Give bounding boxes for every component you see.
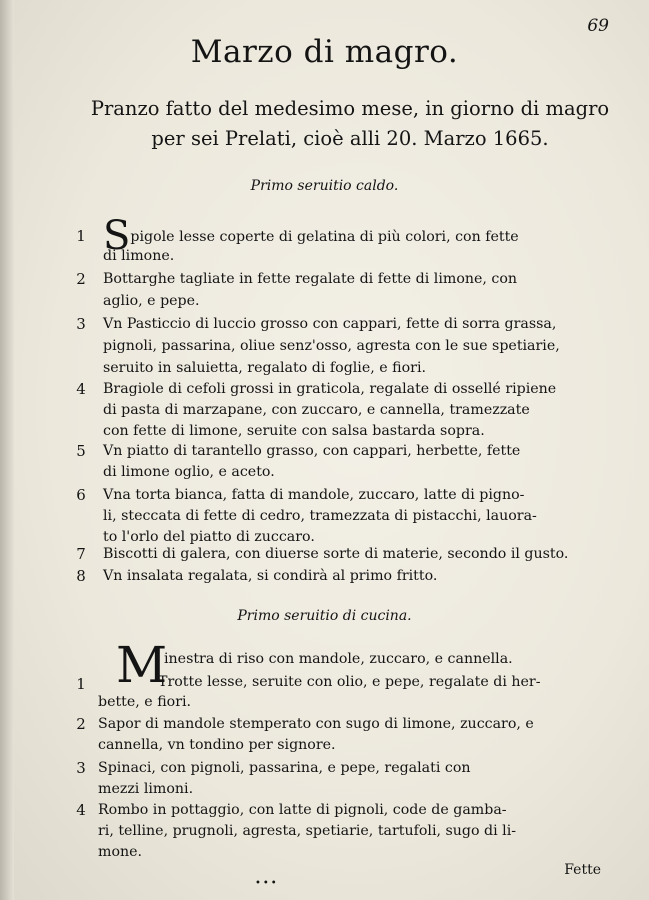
section-heading: Primo seruitio di cucina.	[237, 608, 412, 624]
item-line: cannella, vn tondino per signore.	[98, 737, 336, 753]
page-title: Marzo di magro.	[190, 34, 459, 70]
item-number: 4	[76, 380, 86, 398]
subtitle-line: Pranzo fatto del medesimo mese, in giorno di magro	[90, 97, 610, 120]
section-heading: Primo seruitio caldo.	[250, 178, 399, 194]
item-line: Trotte lesse, seruite con olio, e pepe, regalate di her-	[158, 674, 541, 690]
item-line: Vn insalata regalata, si condirà al primo fritto.	[103, 568, 438, 584]
item-number: 3	[76, 759, 86, 777]
page-subtitle	[60, 94, 640, 154]
item-number: 5	[76, 442, 86, 460]
item-line: bette, e fiori.	[98, 694, 192, 710]
item-line: Spinaci, con pignoli, passarina, e pepe, regalati con	[98, 760, 471, 776]
drop-cap: S	[103, 213, 131, 259]
item-number: 1	[76, 227, 86, 245]
item-number: 2	[76, 270, 86, 288]
item-line: Vn piatto di tarantello grasso, con cappari, herbette, fette	[103, 443, 521, 459]
footer-ornament: •••	[255, 878, 279, 889]
item-line: inestra di riso con mandole, zuccaro, e cannella.	[164, 651, 513, 667]
item-number: 7	[76, 545, 86, 563]
item-line: Biscotti di galera, con diuerse sorte di materie, secondo il gusto.	[103, 546, 569, 562]
item-line: di limone oglio, e aceto.	[103, 464, 275, 480]
item-line: mezzi limoni.	[98, 781, 194, 797]
item-line: pignoli, passarina, oliue senz'osso, agresta con le sue spetiarie,	[103, 338, 560, 354]
catchword: Fette	[564, 862, 601, 878]
item-line: Rombo in pottaggio, con latte di pignoli, code de gamba-	[98, 802, 507, 818]
item-line: Vn Pasticcio di luccio grosso con cappari, fette di sorra grassa,	[103, 316, 557, 332]
item-number: 6	[76, 486, 86, 504]
item-number: 3	[76, 315, 86, 333]
item-number: 1	[76, 675, 86, 693]
item-line: Spigole lesse coperte di gelatina di più colori, con fette	[103, 213, 519, 259]
item-line: ri, telline, prugnoli, agresta, spetiarie, tartufoli, sugo di li-	[98, 823, 517, 839]
item-line: to l'orlo del piatto di zuccaro.	[103, 529, 315, 545]
item-line: seruito in saluietta, regalato di foglie, e fiori.	[103, 360, 427, 376]
item-line: Bottarghe tagliate in fette regalate di fette di limone, con	[103, 271, 518, 287]
item-line: Bragiole di cefoli grossi in graticola, regalate di ossellé ripiene	[103, 381, 557, 397]
item-line: con fette di limone, seruite con salsa bastarda sopra.	[103, 423, 485, 439]
page-number: 69	[587, 16, 609, 36]
item-number: 8	[76, 567, 86, 585]
item-line: di pasta di marzapane, con zuccaro, e cannella, tramezzate	[103, 402, 530, 418]
binding-gutter	[0, 0, 14, 900]
item-line: aglio, e pepe.	[103, 293, 200, 309]
item-line: mone.	[98, 844, 143, 860]
item-line: Vna torta bianca, fatta di mandole, zuccaro, latte di pigno-	[103, 487, 525, 503]
subtitle-line: per sei Prelati, cioè alli 20. Marzo 1665.	[151, 127, 549, 150]
item-number: 2	[76, 715, 86, 733]
drop-cap: M	[116, 636, 168, 694]
item-line: Sapor di mandole stemperato con sugo di limone, zuccaro, e	[98, 716, 534, 732]
item-line: li, steccata di fette di cedro, tramezzata di pistacchi, lauora-	[103, 508, 537, 524]
item-number: 4	[76, 801, 86, 819]
item-line: di limone.	[103, 248, 175, 264]
